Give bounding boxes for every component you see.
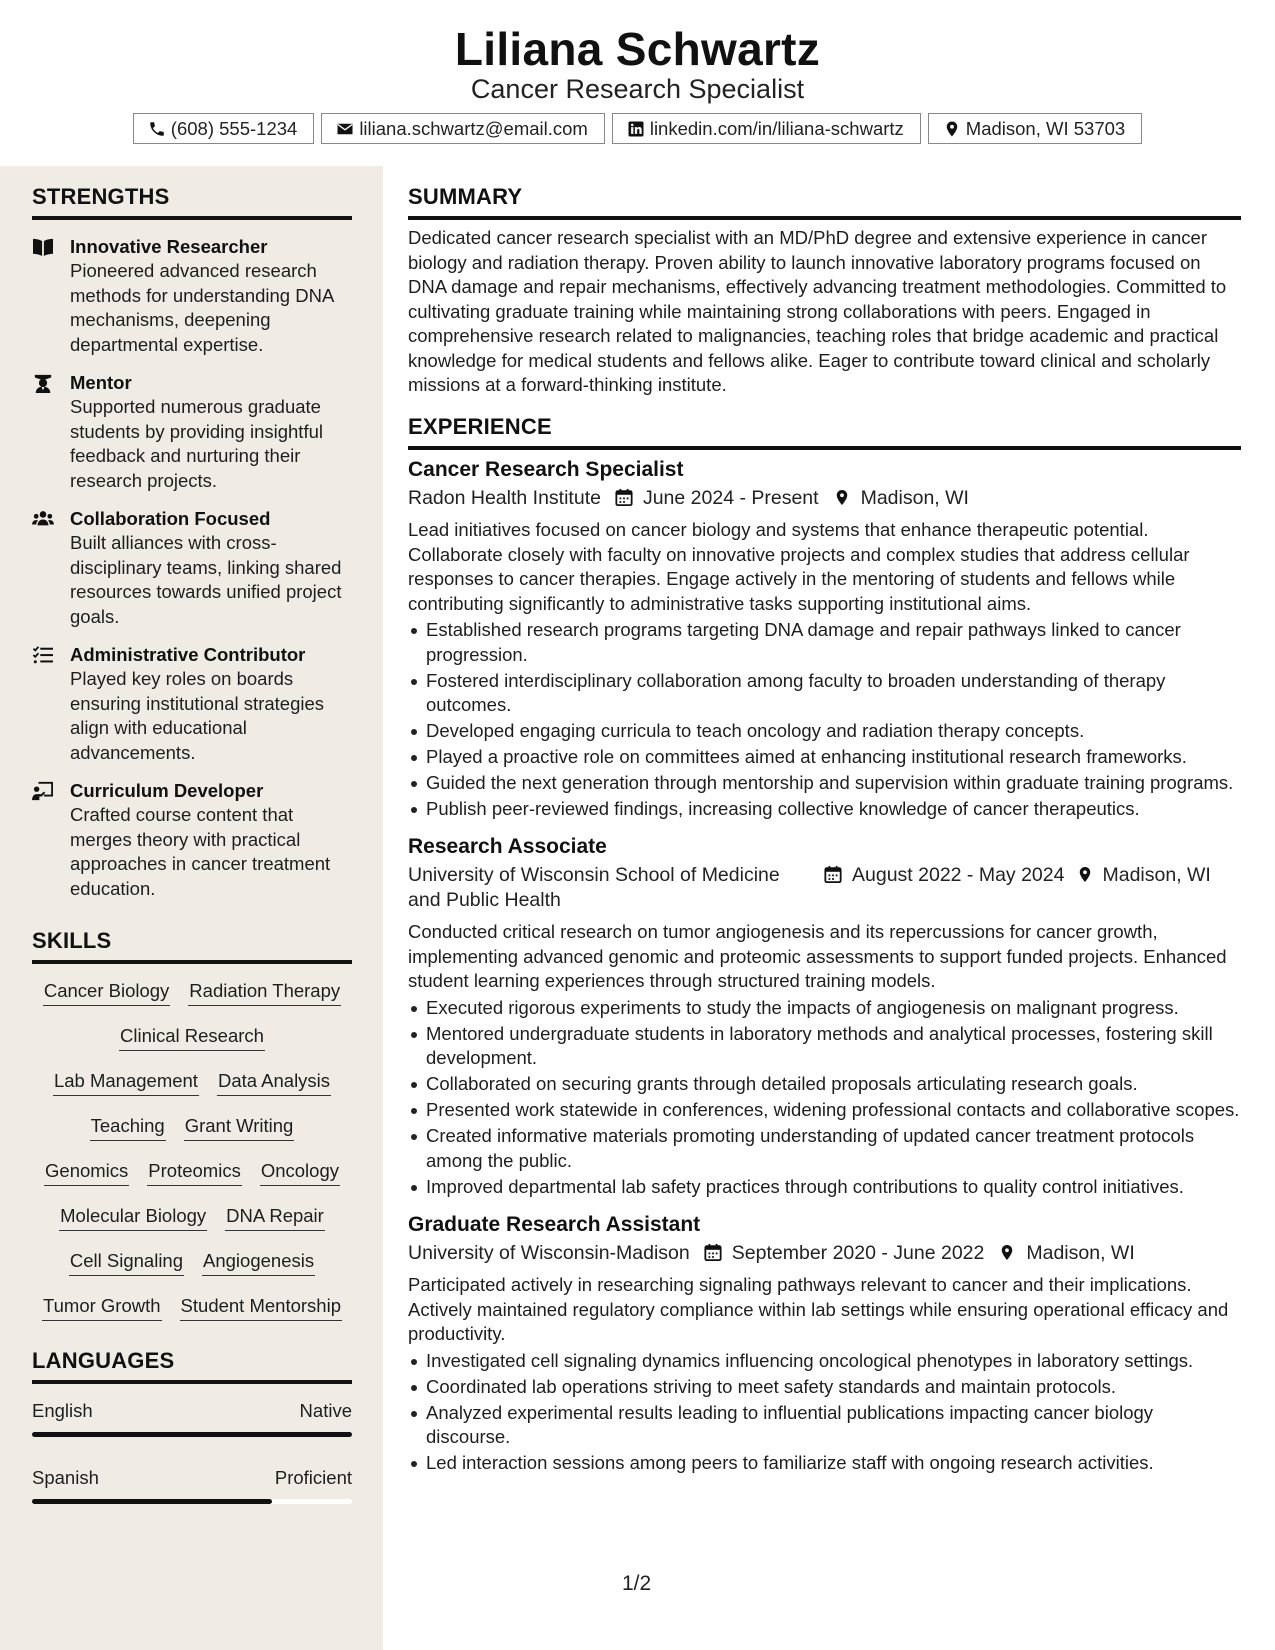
list-item: Investigated cell signaling dynamics influencing oncological phenotypes in laboratory settings.: [408, 1349, 1241, 1374]
skill-tag: Clinical Research: [119, 1025, 265, 1051]
linkedin-icon: [627, 120, 645, 138]
location-pin-icon: [833, 488, 851, 507]
job-bullets: [408, 618, 1241, 822]
contact-bar: [0, 113, 1275, 144]
skill-tag: Tumor Growth: [42, 1295, 162, 1321]
main-content: [408, 166, 1241, 1477]
skill-tag: Cancer Biology: [43, 980, 170, 1006]
skill-row: [32, 980, 352, 1025]
skill-tag: Proteomics: [147, 1160, 242, 1186]
skill-tag: Molecular Biology: [59, 1205, 207, 1231]
strength-title: Collaboration Focused: [70, 508, 271, 529]
language-item: [32, 1467, 352, 1504]
job-dates: September 2020 - June 2022: [731, 1241, 985, 1264]
calendar-icon: [704, 1243, 722, 1262]
job-dates: June 2024 - Present: [642, 486, 819, 509]
resume-header: [0, 0, 1275, 166]
skill-row: [32, 1070, 352, 1115]
sidebar: [0, 166, 383, 1650]
job-entry: [408, 456, 1241, 822]
contact-phone-text: (608) 555-1234: [170, 117, 298, 139]
language-level-bar: [32, 1499, 352, 1504]
strengths-section: [32, 184, 352, 901]
calendar-icon: [824, 865, 842, 884]
section-divider: [408, 216, 1241, 220]
location-pin-icon: [943, 120, 961, 138]
strength-title: Administrative Contributor: [70, 644, 306, 665]
skills-section: [32, 928, 352, 1340]
skills-title: SKILLS: [32, 928, 112, 953]
list-item: Established research programs targeting DNA damage and repair pathways linked to cancer progression.: [408, 618, 1241, 667]
summary-title: SUMMARY: [408, 184, 523, 209]
language-level-fill: [32, 1432, 352, 1437]
job-org: Radon Health Institute: [408, 486, 601, 509]
job-title: Research Associate: [408, 835, 607, 858]
strength-item: [32, 506, 352, 629]
job-entry: [408, 833, 1241, 1199]
list-item: Presented work statewide in conferences, widening professional contacts and collaborative scopes.: [408, 1098, 1241, 1123]
candidate-name: Liliana Schwartz: [454, 23, 821, 75]
job-description: Conducted critical research on tumor angiogenesis and its repercussions for cancer growth, implementing advanced genomic and proteomic assessments to support funded projects. Enhanced student learning experiences through structured training models.: [408, 921, 1227, 991]
job-entry: [408, 1211, 1241, 1476]
experience-title: EXPERIENCE: [408, 413, 552, 439]
book-icon: [32, 237, 54, 257]
list-item: Improved departmental lab safety practices through contributions to quality control initiatives.: [408, 1175, 1241, 1200]
strength-item: [32, 778, 352, 901]
skill-tag: Teaching: [90, 1115, 166, 1141]
language-name: Spanish: [32, 1467, 99, 1488]
job-description: Lead initiatives focused on cancer biology and systems that enhance therapeutic potential. Collaborate closely with faculty on innovative projects and complex studies that address cellular responses to cancer therapies. Engage actively in the mentoring of students and fellows while contributing significantly to administrative tasks supporting institutional aims.: [408, 519, 1190, 614]
language-level-fill: [32, 1499, 272, 1504]
strength-item: [32, 234, 352, 357]
job-title: Cancer Research Specialist: [408, 457, 684, 481]
contact-location-text: Madison, WI 53703: [965, 117, 1126, 139]
strength-desc: Played key roles on boards ensuring institutional strategies align with educational advancements.: [70, 668, 325, 763]
language-level-bar: [32, 1432, 352, 1437]
list-item: Collaborated on securing grants through detailed proposals articulating research goals.: [408, 1072, 1241, 1097]
strength-desc: Crafted course content that merges theory with practical approaches in cancer treatment education.: [70, 804, 331, 899]
skill-tag: Radiation Therapy: [188, 980, 341, 1006]
job-location: Madison, WI: [860, 486, 969, 509]
language-level: Native: [299, 1400, 352, 1421]
strength-title: Mentor: [70, 372, 132, 393]
skill-row: [32, 1025, 352, 1070]
skill-row: [32, 1160, 352, 1205]
list-item: Publish peer-reviewed findings, increasing collective knowledge of cancer therapeutics.: [408, 797, 1241, 822]
job-meta: [408, 1241, 1241, 1266]
page-number: 1/2: [622, 1572, 652, 1595]
list-item: Coordinated lab operations striving to meet safety standards and maintain protocols.: [408, 1375, 1241, 1400]
languages-title: LANGUAGES: [32, 1348, 175, 1373]
skill-tag: Grant Writing: [184, 1115, 295, 1141]
list-item: Led interaction sessions among peers to familiarize staff with ongoing research activities.: [408, 1451, 1241, 1476]
list-item: Created informative materials promoting understanding of updated cancer treatment protocols among the public.: [408, 1124, 1241, 1173]
job-dates: August 2022 - May 2024: [852, 864, 1065, 886]
contact-email-text: liliana.schwartz@email.com: [359, 117, 588, 139]
job-description: Participated actively in researching signaling pathways relevant to cancer and their implications. Actively maintained regulatory compliance within lab settings while ensuring operational efficacy and productivity.: [408, 1274, 1229, 1344]
location-pin-icon: [1076, 865, 1094, 884]
job-org: University of Wisconsin School of Medicine and Public Health: [408, 864, 780, 911]
skill-tag: Oncology: [260, 1160, 340, 1186]
list-item: Guided the next generation through mentorship and supervision within graduate training programs.: [408, 771, 1241, 796]
language-name: English: [32, 1400, 93, 1421]
strength-desc: Built alliances with cross-disciplinary teams, linking shared resources towards unified project goals.: [70, 532, 342, 627]
skill-row: [32, 1250, 352, 1295]
contact-linkedin[interactable]: [612, 113, 921, 144]
skill-row: [32, 1205, 352, 1250]
graduate-icon: [32, 373, 54, 393]
skill-row: [32, 1115, 352, 1160]
languages-section: [32, 1348, 352, 1504]
strengths-title: STRENGTHS: [32, 184, 170, 209]
skill-tag: Cell Signaling: [69, 1250, 184, 1276]
skill-tag: Genomics: [44, 1160, 129, 1186]
checklist-icon: [32, 645, 54, 665]
list-item: Mentored undergraduate students in laboratory methods and analytical processes, fostering skill development.: [408, 1022, 1241, 1071]
teacher-icon: [32, 781, 54, 801]
calendar-icon: [615, 488, 633, 507]
job-meta: [408, 863, 1241, 912]
phone-icon: [148, 120, 166, 138]
location-pin-icon: [998, 1243, 1016, 1262]
contact-linkedin-text: linkedin.com/in/liliana-schwartz: [649, 117, 904, 139]
candidate-role: Cancer Research Specialist: [470, 74, 805, 104]
strength-desc: Supported numerous graduate students by providing insightful feedback and nurturing their research projects.: [70, 396, 323, 491]
list-item: Fostered interdisciplinary collaboration among faculty to broaden understanding of therapy outcomes.: [408, 669, 1241, 718]
summary-text: Dedicated cancer research specialist with an MD/PhD degree and extensive experience in cancer biology and radiation therapy. Proven ability to launch innovative laboratory programs focused on DNA damage and repair mechanisms, effectively advancing treatment methodologies. Committed to cultivating graduate training while maintaining strong collaborations with peers. Engaged in comprehensive research related to malignancies, teaching roles that bridge academic and practical knowledge for medical students and fellows alike. Eager to contribute toward clinical and scholarly missions at a forward-thinking institute.: [408, 227, 1227, 395]
language-item: [32, 1400, 352, 1437]
job-location: Madison, WI: [1026, 1241, 1135, 1264]
list-item: Played a proactive role on committees aimed at enhancing institutional research frameworks.: [408, 745, 1241, 770]
list-item: Developed engaging curricula to teach oncology and radiation therapy concepts.: [408, 719, 1241, 744]
strength-title: Innovative Researcher: [70, 236, 268, 257]
contact-email[interactable]: [321, 113, 605, 144]
list-item: Analyzed experimental results leading to influential publications impacting cancer biology discourse.: [408, 1401, 1241, 1450]
language-level: Proficient: [274, 1467, 352, 1488]
envelope-icon: [336, 120, 354, 138]
strength-desc: Pioneered advanced research methods for understanding DNA mechanisms, deepening departmental expertise.: [70, 260, 334, 355]
job-title: Graduate Research Assistant: [408, 1212, 701, 1236]
skill-tag: Data Analysis: [217, 1070, 331, 1096]
skill-tag: Angiogenesis: [202, 1250, 315, 1276]
skill-tag: DNA Repair: [225, 1205, 325, 1231]
users-icon: [32, 509, 54, 529]
skill-row: [32, 1295, 352, 1340]
skill-tag: Lab Management: [53, 1070, 199, 1096]
contact-location: [928, 113, 1142, 144]
strength-title: Curriculum Developer: [70, 780, 264, 801]
job-location: Madison, WI: [1102, 864, 1211, 886]
job-org: University of Wisconsin-Madison: [408, 1241, 690, 1264]
strength-item: [32, 370, 352, 493]
job-bullets: [408, 996, 1241, 1200]
skill-tag: Student Mentorship: [180, 1295, 342, 1321]
list-item: Executed rigorous experiments to study the impacts of angiogenesis on malignant progress.: [408, 996, 1241, 1021]
strength-item: [32, 642, 352, 765]
contact-phone[interactable]: [133, 113, 315, 144]
job-meta: [408, 486, 1241, 511]
job-bullets: [408, 1349, 1241, 1476]
